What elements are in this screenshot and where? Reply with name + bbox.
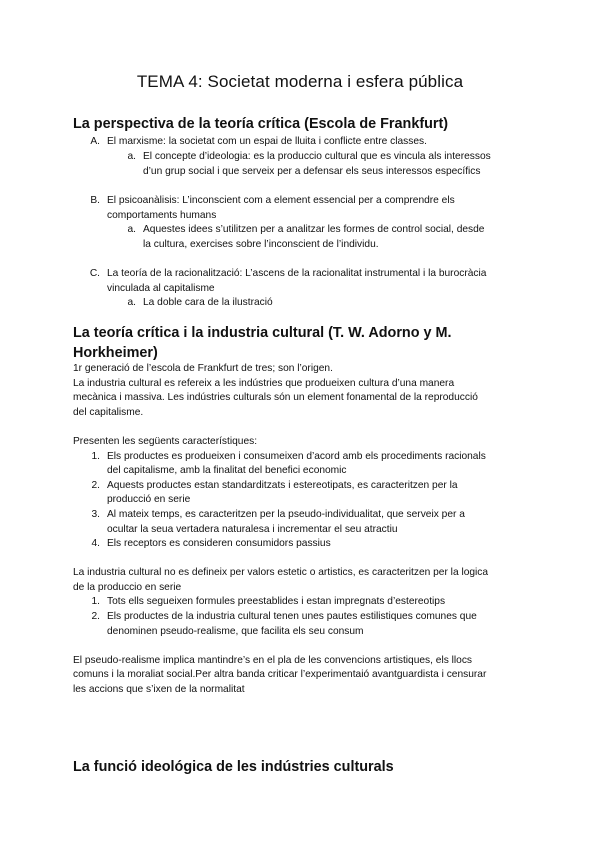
list-item: El marxisme: la societat com un espai de lluita i conflicte entre classes.: [107, 136, 427, 147]
list-item: Els productes de la industria cultural tenen unes pautes estilistiques comunes que: [107, 611, 477, 622]
list-item: Els productes es produeixen i consumeixen d’acord amb els procediments racionals: [107, 451, 486, 462]
paragraph: Presenten les següents característiques:: [73, 436, 258, 447]
list-item: producció en serie: [107, 494, 191, 505]
paragraph: les accions que s’ixen de la normalitat: [73, 684, 245, 695]
section-heading-industria-cultural-cont: Horkheimer): [73, 345, 158, 361]
list-item: denominen pseudo-realisme, que facilita els seu consum: [107, 626, 364, 637]
section-heading-industria-cultural: La teoría crítica i la industria cultural (T. W. Adorno y M.: [73, 325, 452, 341]
list-marker: 3.: [91, 509, 100, 520]
list-item: comportaments humans: [107, 210, 217, 221]
list-item: del capitalisme, amb la finalitat del benefici economic: [107, 465, 347, 476]
list-marker: a.: [127, 297, 136, 308]
list-marker: 1.: [91, 596, 100, 607]
list-item: La doble cara de la ilustració: [143, 297, 273, 308]
section-heading-funcio-ideologica: La funció ideológica de les indústries culturals: [73, 759, 394, 775]
list-marker: 1.: [91, 451, 100, 462]
list-item: Tots ells segueixen formules preestablides i estan impregnats d’estereotips: [107, 596, 446, 607]
list-marker: A.: [90, 136, 100, 147]
paragraph: 1r generació de l’escola de Frankfurt de tres; son l’origen.: [73, 363, 333, 374]
list-marker: 2.: [91, 480, 100, 491]
paragraph: de la produccio en serie: [73, 582, 182, 593]
list-item: Aquestes idees s’utilitzen per a analitzar les formes de control social, desde: [143, 224, 485, 235]
list-item: la cultura, exercises sobre l’inconscient de l’individu.: [143, 239, 379, 250]
list-item: ocultar la seua vertadera naturalesa i incrementar el seu atractiu: [107, 524, 398, 535]
page-title: TEMA 4: Societat moderna i esfera pública: [136, 72, 464, 91]
list-item: Els receptors es consideren consumidors passius: [107, 538, 331, 549]
paragraph: del capitalisme.: [73, 407, 144, 418]
list-item: El psicoanàlisis: L’inconscient com a element essencial per a comprendre els: [107, 195, 455, 206]
list-marker: 2.: [91, 611, 100, 622]
paragraph: La industria cultural no es defineix per valors estetic o artistics, es caracteritzen per la logica: [73, 567, 489, 578]
section-heading-frankfurt: La perspectiva de la teoría crítica (Escola de Frankfurt): [73, 116, 449, 132]
list-item: Al mateix temps, es caracteritzen per la pseudo-individualitat, que serveix per a: [107, 509, 465, 520]
list-marker: C.: [89, 268, 100, 279]
paragraph: El pseudo-realisme implica mantindre’s en el pla de les convencions artistiques, els llocs: [73, 655, 473, 666]
list-marker: a.: [127, 224, 136, 235]
list-item: d’un grup social i que serveix per a defensar els seus interessos específics: [143, 166, 481, 177]
list-marker: 4.: [91, 538, 100, 549]
paragraph: La industria cultural es refereix a les indústries que produeixen cultura d’una manera: [73, 378, 455, 389]
list-marker: B.: [90, 195, 100, 206]
list-marker: a.: [127, 151, 136, 162]
paragraph: comuns i la moraliat social.Per altra banda criticar l’experimentaió avantguardista i censurar: [73, 669, 487, 680]
list-item: vinculada al capitalisme: [107, 283, 215, 294]
list-item: Aquests productes estan standarditzats i estereotipats, es caracteritzen per la: [107, 480, 458, 491]
list-item: La teoría de la racionalització: L’ascens de la racionalitat instrumental i la burocràcia: [107, 268, 487, 279]
paragraph: mecànica i massiva. Les indústries culturals són un element fonamental de la reproducció: [73, 392, 478, 403]
list-item: El concepte d’ideologia: es la produccio cultural que es vincula als interessos: [143, 151, 491, 162]
